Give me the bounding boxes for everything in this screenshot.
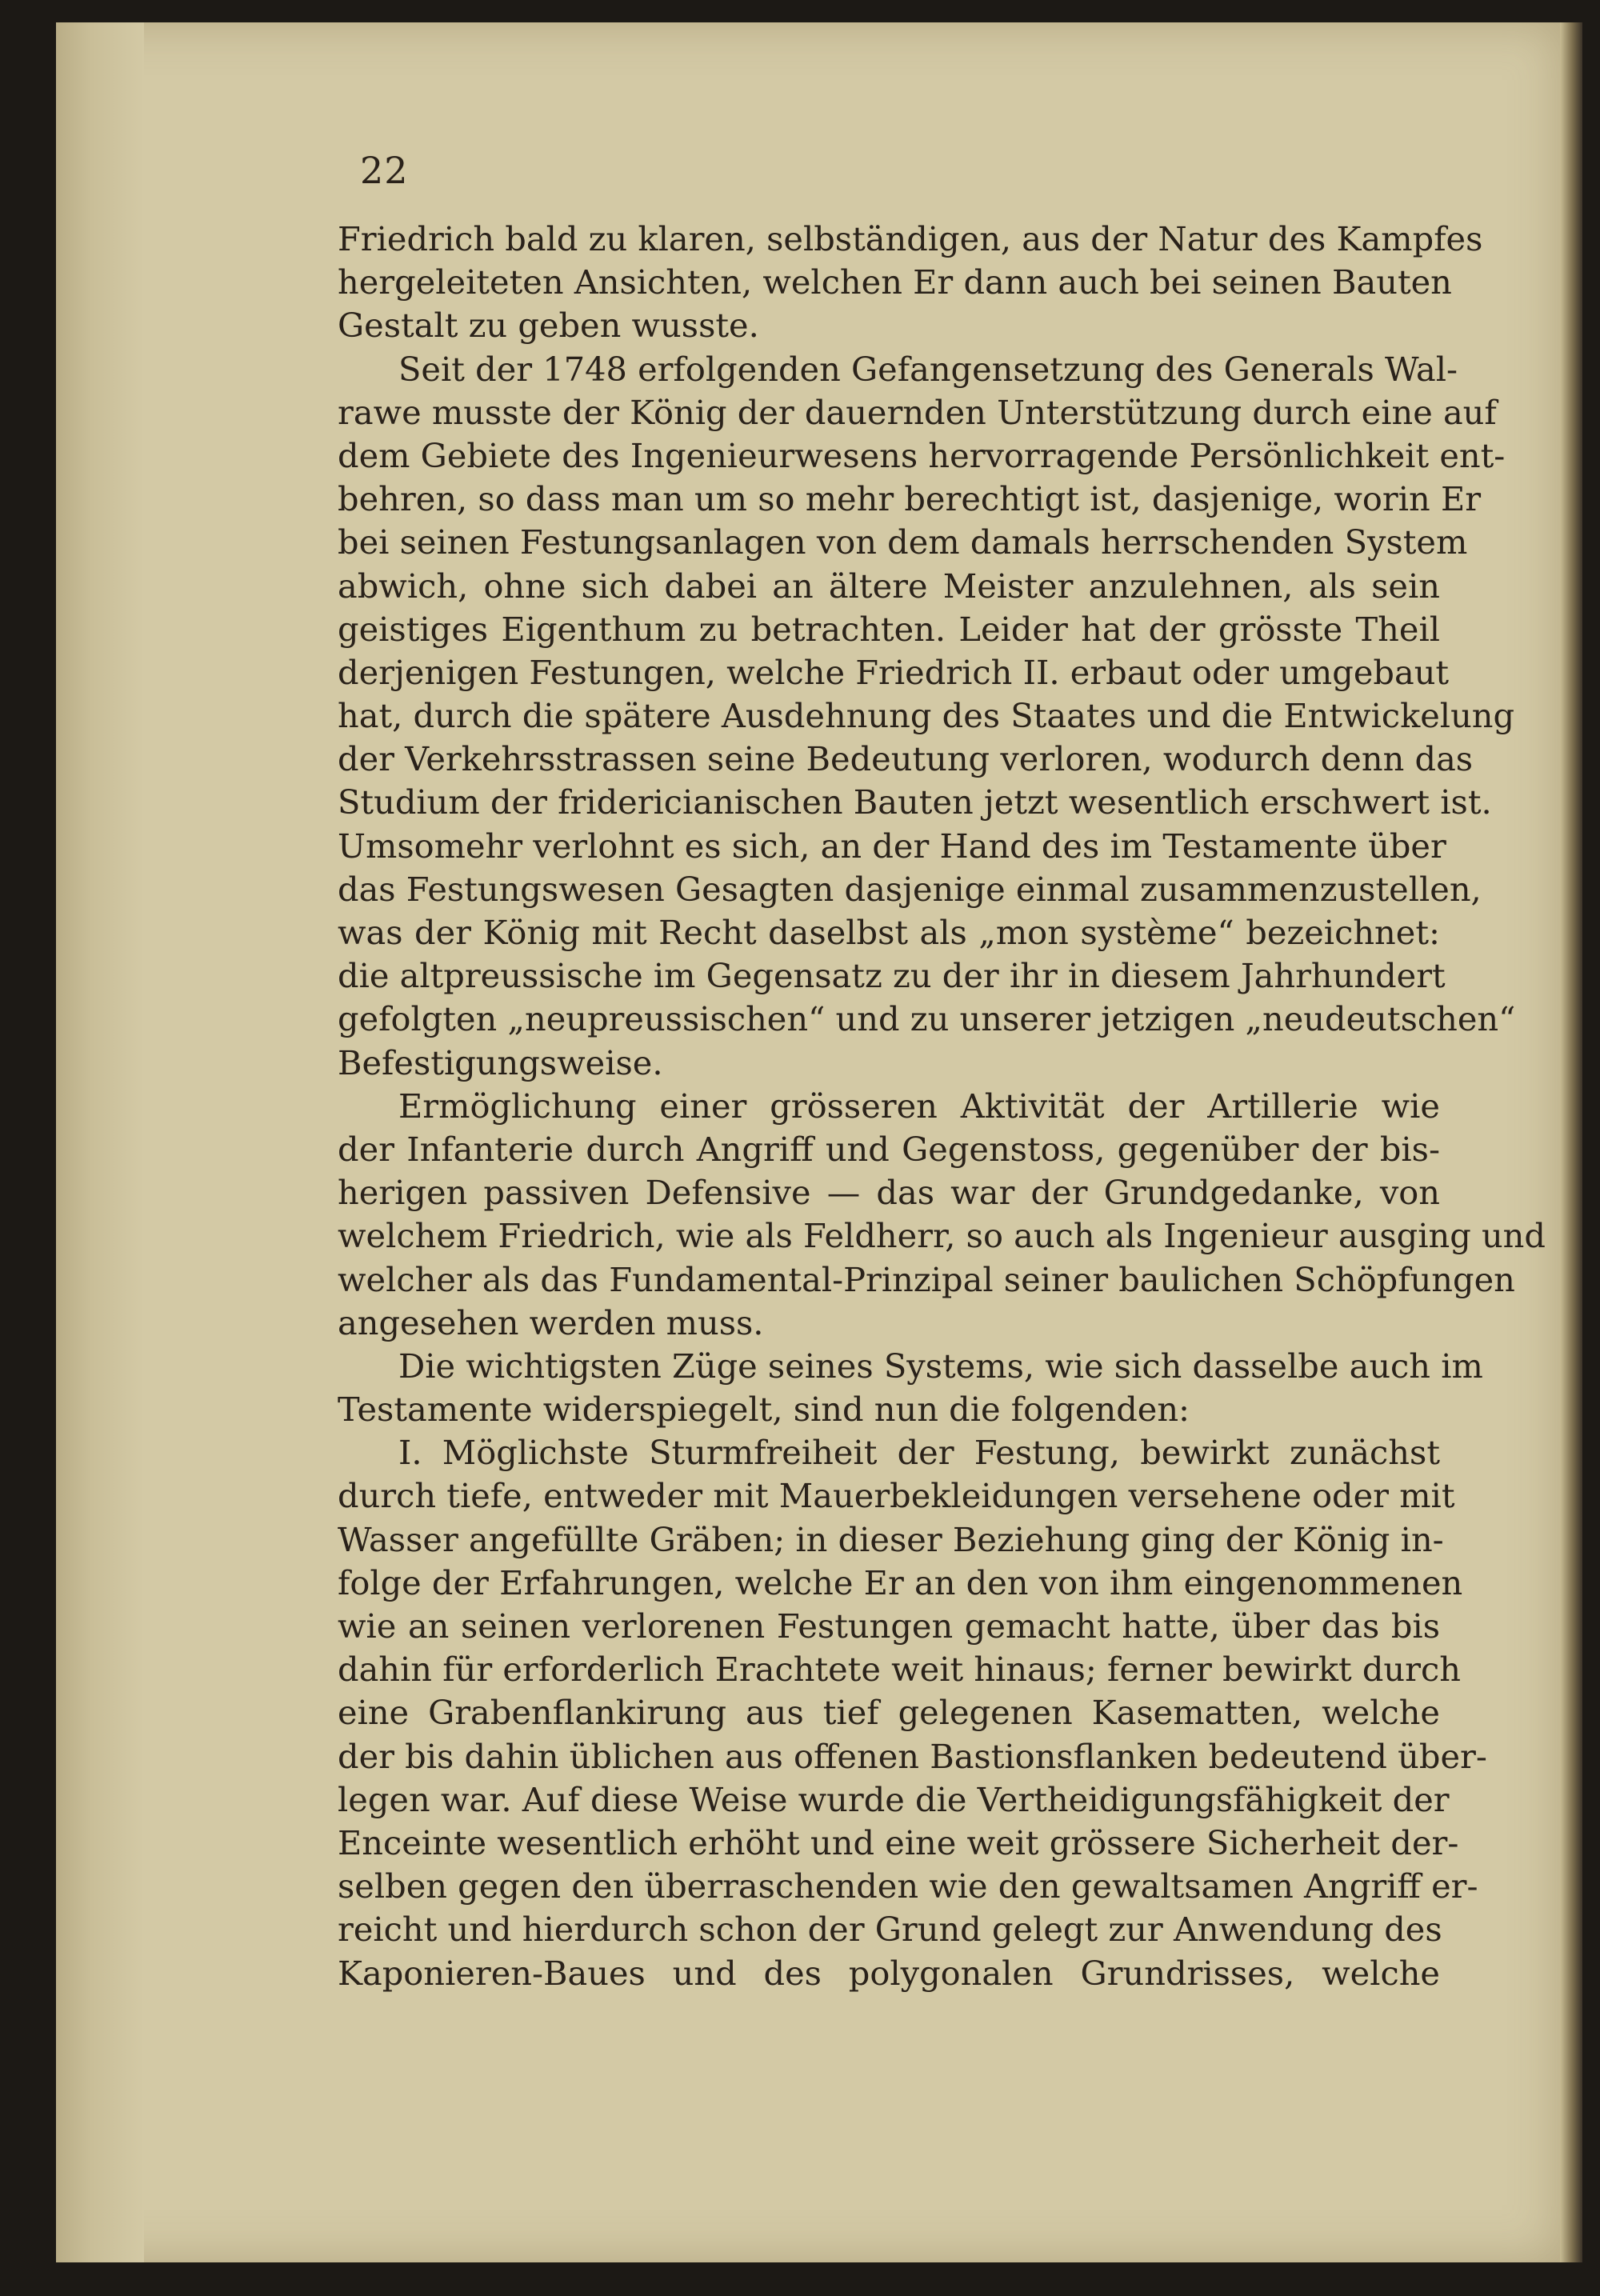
text-line: der bis dahin üblichen aus offenen Bastionsflanken bedeutend über- <box>338 1736 1487 1776</box>
text-line: hat, durch die spätere Ausdehnung des Staates und die Entwickelung <box>338 696 1515 736</box>
text-line: der Verkehrsstrassen seine Bedeutung verloren, wodurch denn das <box>338 739 1474 779</box>
text-line: abwich, ohne sich dabei an ältere Meister anzulehnen, als sein <box>338 566 1440 606</box>
text-line: hergeleiteten Ansichten, welchen Er dann auch bei seinen Bauten <box>338 262 1452 302</box>
text-line: legen war. Auf diese Weise wurde die Vertheidigungsfähigkeit der <box>338 1779 1450 1819</box>
text-line: I. Möglichste Sturmfreiheit der Festung, bewirkt zunächst <box>398 1433 1440 1473</box>
text-line: Befestigungsweise. <box>338 1042 663 1082</box>
text-line: durch tiefe, entweder mit Mauerbekleidungen versehene oder mit <box>338 1476 1455 1516</box>
text-line: das Festungswesen Gesagten dasjenige einmal zusammenzustellen, <box>338 869 1482 909</box>
text-line: was der König mit Recht daselbst als „mon système“ bezeichnet: <box>338 913 1440 952</box>
text-line: Friedrich bald zu klaren, selbständigen, aus der Natur des Kampfes <box>338 219 1483 258</box>
text-line: Umsomehr verlohnt es sich, an der Hand des im Testamente über <box>338 826 1446 866</box>
text-line: der Infanterie durch Angriff und Gegenstoss, gegenüber der bis- <box>338 1129 1440 1169</box>
text-line: herigen passiven Defensive — das war der Grundgedanke, von <box>338 1173 1440 1213</box>
body-text <box>338 218 1546 1995</box>
text-line: bei seinen Festungsanlagen von dem damals herrschenden System <box>338 522 1468 562</box>
text-line: eine Grabenflankirung aus tief gelegenen Kasematten, welche <box>338 1693 1440 1733</box>
page-edge <box>1560 22 1582 2262</box>
text-line: behren, so dass man um so mehr berechtigt ist, dasjenige, worin Er <box>338 479 1482 519</box>
text-line: Ermöglichung einer grösseren Aktivität der Artillerie wie <box>398 1086 1440 1126</box>
text-line: Die wichtigsten Züge seines Systems, wie sich dasselbe auch im <box>398 1346 1483 1386</box>
text-line: Enceinte wesentlich erhöht und eine weit grössere Sicherheit der- <box>338 1822 1459 1862</box>
text-line: Wasser angefüllte Gräben; in dieser Beziehung ging der König in- <box>338 1519 1444 1559</box>
text-line: derjenigen Festungen, welche Friedrich II. erbaut oder umgebaut <box>338 652 1450 692</box>
text-line: selben gegen den überraschenden wie den gewaltsamen Angriff er- <box>338 1866 1478 1906</box>
text-line: Kaponieren-Baues und des polygonalen Grundrisses, welche <box>338 1953 1440 1993</box>
text-line: wie an seinen verlorenen Festungen gemacht hatte, über das bis <box>338 1606 1440 1646</box>
text-line: reicht und hierdurch schon der Grund gelegt zur Anwendung des <box>338 1910 1442 1950</box>
text-line: dahin für erforderlich Erachtete weit hinaus; ferner bewirkt durch <box>338 1650 1461 1690</box>
text-line: welchem Friedrich, wie als Feldherr, so auch als Ingenieur ausging und <box>338 1216 1546 1256</box>
text-line: die altpreussische im Gegensatz zu der ihr in diesem Jahrhundert <box>338 956 1446 996</box>
page-number: 22 <box>360 149 409 192</box>
text-line: welcher als das Fundamental-Prinzipal seiner baulichen Schöpfungen <box>338 1259 1515 1299</box>
text-line: gefolgten „neupreussischen“ und zu unserer jetzigen „neudeutschen“ <box>338 999 1516 1039</box>
text-line: rawe musste der König der dauernden Unterstützung durch eine auf <box>338 392 1497 432</box>
text-line: folge der Erfahrungen, welche Er an den von ihm eingenommenen <box>338 1562 1463 1602</box>
text-line: dem Gebiete des Ingenieurwesens hervorragende Persönlichkeit ent- <box>338 435 1506 475</box>
text-line: angesehen werden muss. <box>338 1302 764 1342</box>
text-line: Gestalt zu geben wusste. <box>338 306 759 346</box>
text-line: geistiges Eigenthum zu betrachten. Leider hat der grösste Theil <box>338 609 1440 649</box>
text-line: Testamente widerspiegelt, sind nun die folgenden: <box>338 1390 1190 1430</box>
text-line: Seit der 1748 erfolgenden Gefangensetzung des Generals Wal- <box>398 349 1458 389</box>
text-line: Studium der fridericianischen Bauten jetzt wesentlich erschwert ist. <box>338 782 1492 822</box>
